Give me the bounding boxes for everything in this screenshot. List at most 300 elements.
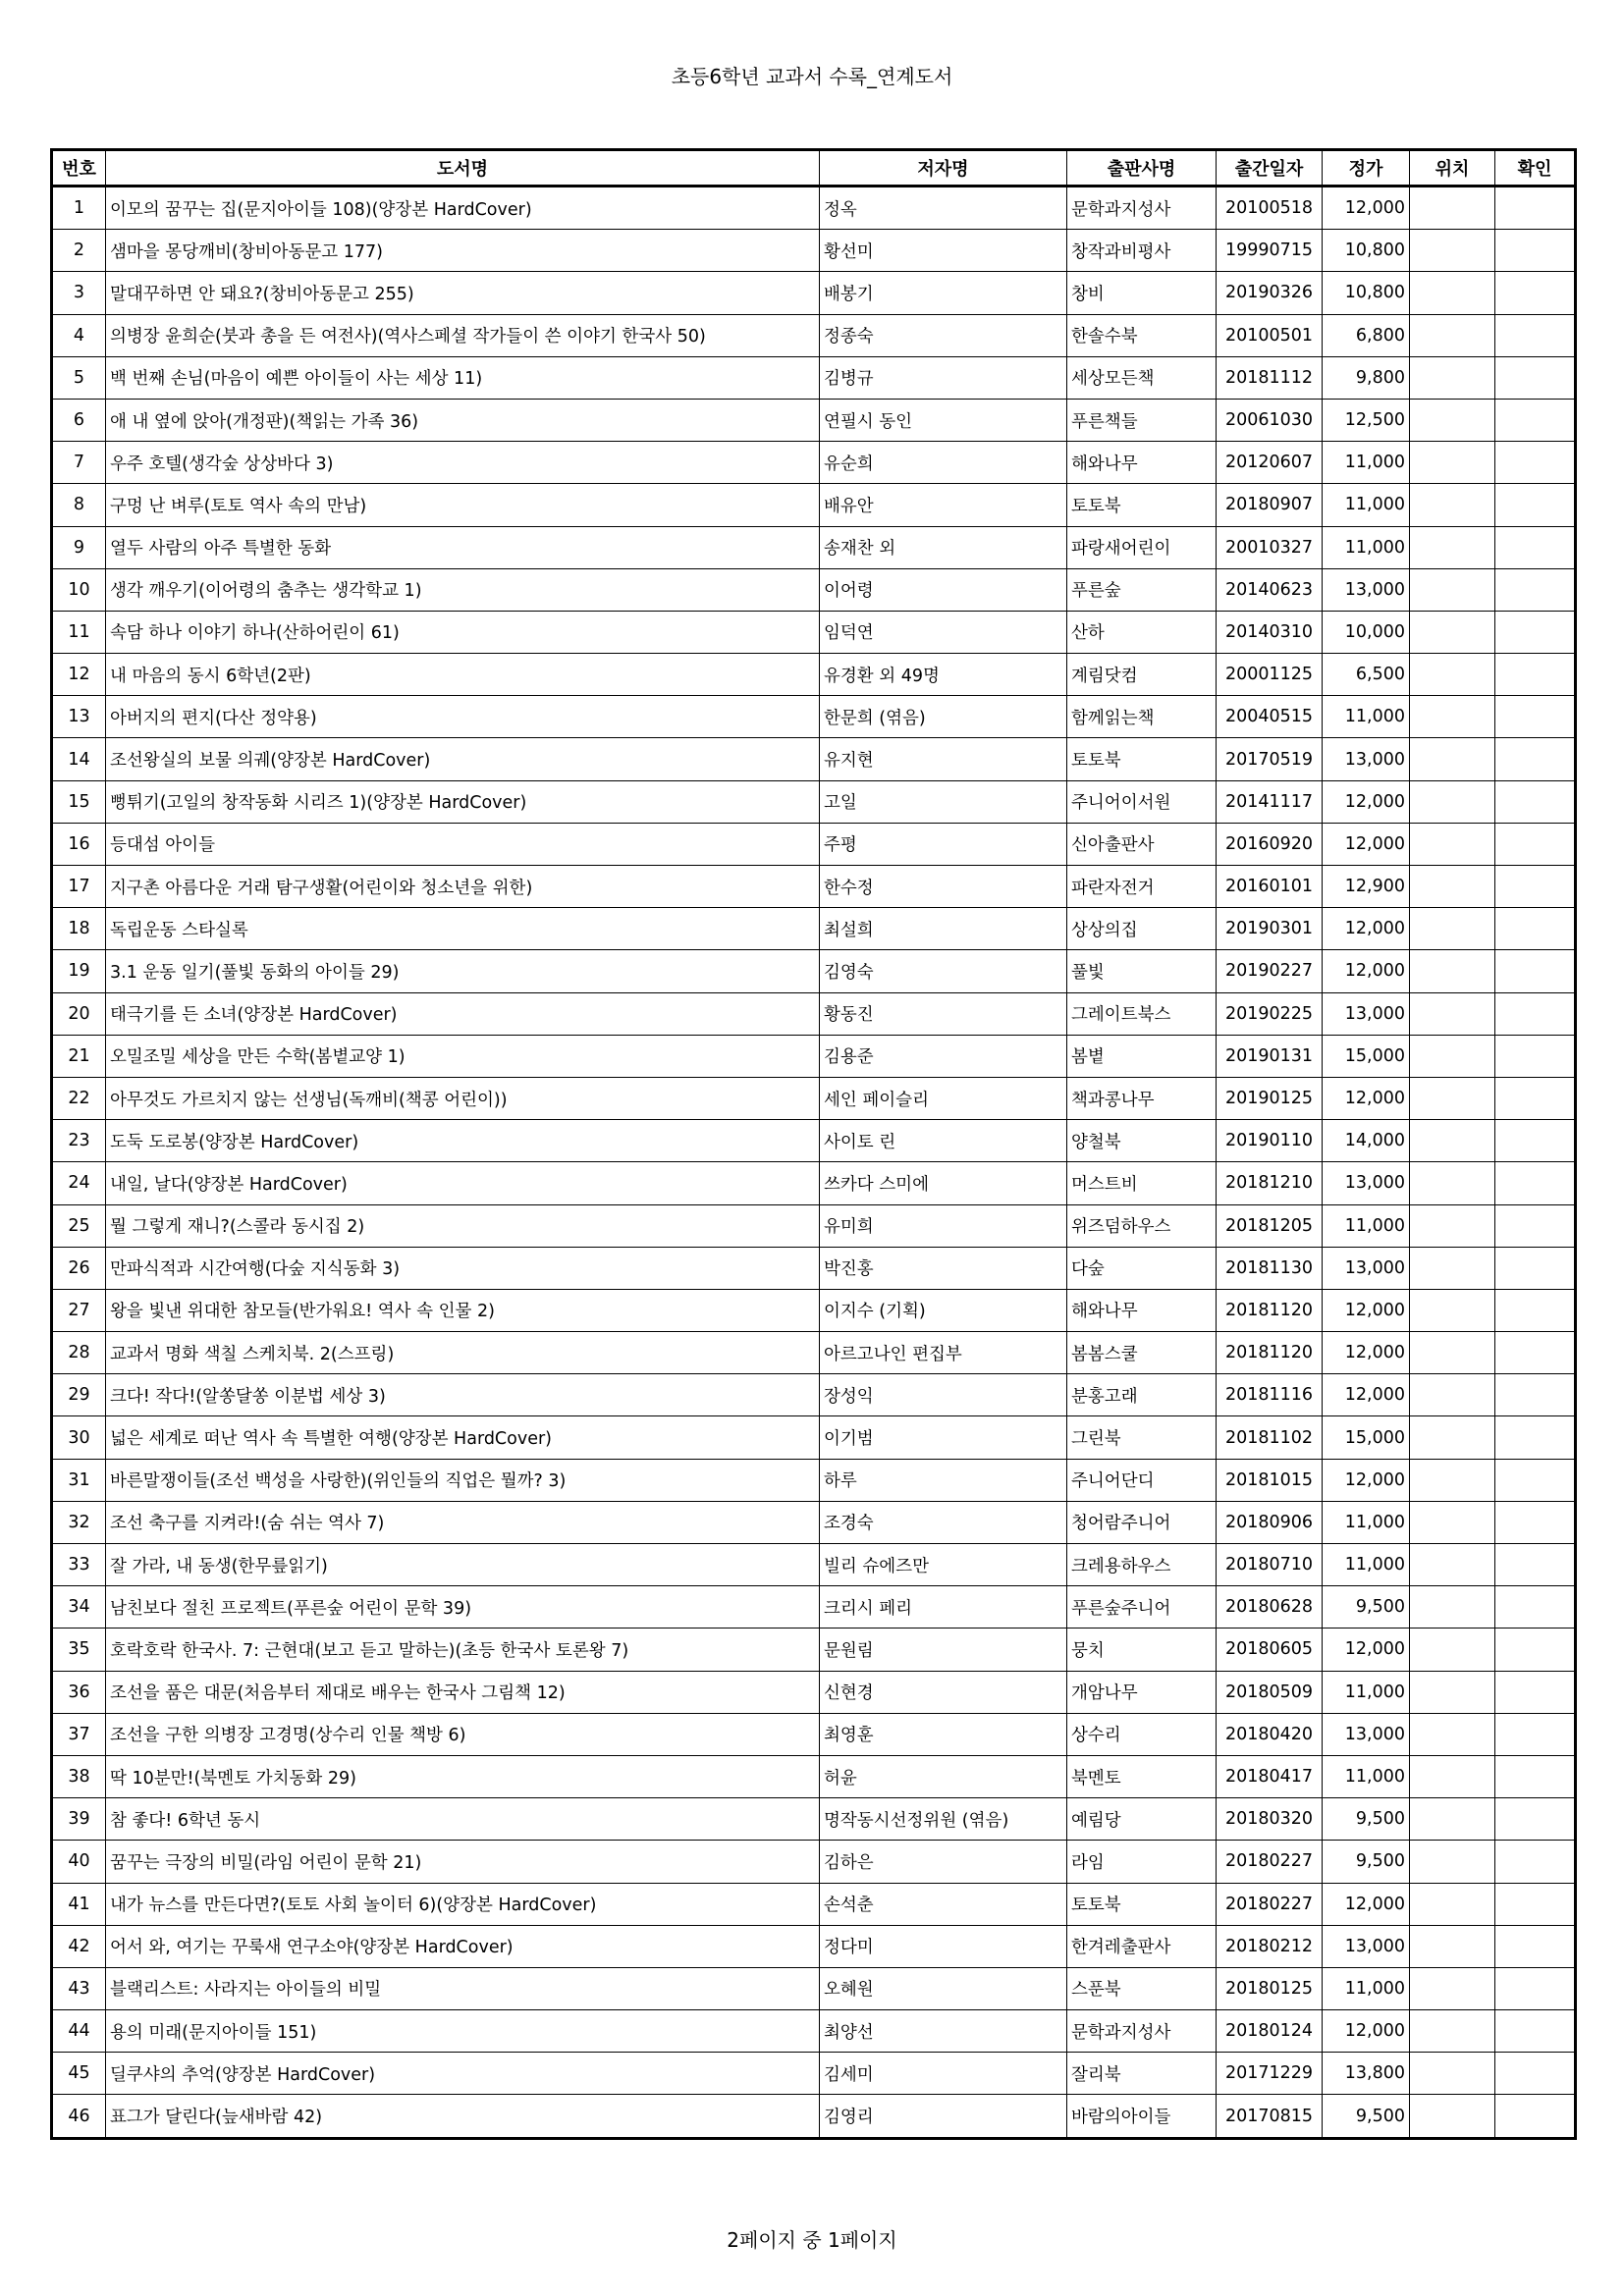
cell-date: 20141117 — [1217, 780, 1323, 823]
table-row — [52, 187, 1576, 230]
cell-publisher: 주니어단디 — [1067, 1459, 1217, 1501]
cell-date: 20180320 — [1217, 1798, 1323, 1841]
cell-number: 27 — [52, 1289, 106, 1331]
cell-location — [1410, 611, 1495, 653]
cell-check — [1495, 272, 1576, 314]
cell-number: 37 — [52, 1713, 106, 1755]
cell-location — [1410, 1841, 1495, 1883]
cell-author: 임덕연 — [820, 611, 1067, 653]
cell-publisher: 상수리 — [1067, 1713, 1217, 1755]
cell-location — [1410, 950, 1495, 992]
cell-author: 명작동시선정위원 (엮음) — [820, 1798, 1067, 1841]
cell-location — [1410, 1713, 1495, 1755]
cell-check — [1495, 1332, 1576, 1374]
table-row — [52, 1289, 1576, 1331]
cell-date: 20120607 — [1217, 442, 1323, 484]
table-row — [52, 950, 1576, 992]
cell-location — [1410, 230, 1495, 272]
cell-price: 12,000 — [1323, 187, 1410, 230]
cell-price: 12,000 — [1323, 1374, 1410, 1416]
cell-publisher: 양철북 — [1067, 1120, 1217, 1162]
cell-author: 최양선 — [820, 2010, 1067, 2053]
cell-number: 26 — [52, 1247, 106, 1289]
cell-price: 10,000 — [1323, 611, 1410, 653]
cell-author: 배봉기 — [820, 272, 1067, 314]
cell-author: 아르고나인 편집부 — [820, 1332, 1067, 1374]
cell-publisher: 예림당 — [1067, 1798, 1217, 1841]
cell-title: 조선을 구한 의병장 고경명(상수리 인물 책방 6) — [106, 1713, 820, 1755]
cell-publisher: 그린북 — [1067, 1416, 1217, 1459]
cell-author: 신현경 — [820, 1671, 1067, 1713]
cell-check — [1495, 1289, 1576, 1331]
cell-author: 손석춘 — [820, 1883, 1067, 1925]
cell-publisher: 신아출판사 — [1067, 823, 1217, 865]
cell-number: 29 — [52, 1374, 106, 1416]
cell-title: 열두 사람의 아주 특별한 동화 — [106, 526, 820, 568]
cell-number: 46 — [52, 2095, 106, 2138]
cell-price: 11,000 — [1323, 526, 1410, 568]
cell-date: 20181120 — [1217, 1289, 1323, 1331]
cell-check — [1495, 738, 1576, 780]
cell-check — [1495, 187, 1576, 230]
cell-title: 독립운동 스타실록 — [106, 908, 820, 950]
cell-date: 20190225 — [1217, 992, 1323, 1035]
cell-author: 사이토 린 — [820, 1120, 1067, 1162]
cell-author: 김병규 — [820, 356, 1067, 399]
cell-location — [1410, 272, 1495, 314]
cell-title: 용의 미래(문지아이들 151) — [106, 2010, 820, 2053]
cell-number: 20 — [52, 992, 106, 1035]
cell-number: 13 — [52, 696, 106, 738]
cell-number: 21 — [52, 1035, 106, 1077]
cell-price: 10,800 — [1323, 230, 1410, 272]
cell-author: 송재찬 외 — [820, 526, 1067, 568]
cell-author: 이어령 — [820, 568, 1067, 611]
cell-number: 14 — [52, 738, 106, 780]
cell-location — [1410, 1247, 1495, 1289]
cell-title: 아버지의 편지(다산 정약용) — [106, 696, 820, 738]
cell-author: 주평 — [820, 823, 1067, 865]
cell-number: 43 — [52, 1967, 106, 2009]
cell-author: 문원림 — [820, 1629, 1067, 1671]
cell-publisher: 스푼북 — [1067, 1967, 1217, 2009]
cell-check — [1495, 1967, 1576, 2009]
cell-number: 41 — [52, 1883, 106, 1925]
cell-date: 20100501 — [1217, 314, 1323, 356]
table-row — [52, 2095, 1576, 2138]
cell-number: 9 — [52, 526, 106, 568]
cell-date: 20170519 — [1217, 738, 1323, 780]
cell-check — [1495, 654, 1576, 696]
cell-number: 30 — [52, 1416, 106, 1459]
cell-title: 등대섬 아이들 — [106, 823, 820, 865]
cell-publisher: 한겨레출판사 — [1067, 1925, 1217, 1967]
cell-date: 20180605 — [1217, 1629, 1323, 1671]
cell-title: 생각 깨우기(이어령의 춤추는 생각학교 1) — [106, 568, 820, 611]
cell-publisher: 문학과지성사 — [1067, 2010, 1217, 2053]
cell-title: 뻥튀기(고일의 창작동화 시리즈 1)(양장본 HardCover) — [106, 780, 820, 823]
cell-author: 최설희 — [820, 908, 1067, 950]
cell-title: 3.1 운동 일기(풀빛 동화의 아이들 29) — [106, 950, 820, 992]
cell-number: 35 — [52, 1629, 106, 1671]
cell-price: 12,000 — [1323, 780, 1410, 823]
cell-publisher: 파랑새어린이 — [1067, 526, 1217, 568]
cell-price: 13,000 — [1323, 568, 1410, 611]
cell-price: 11,000 — [1323, 442, 1410, 484]
cell-title: 이모의 꿈꾸는 집(문지아이들 108)(양장본 HardCover) — [106, 187, 820, 230]
table-row — [52, 738, 1576, 780]
cell-publisher: 바람의아이들 — [1067, 2095, 1217, 2138]
cell-publisher: 해와나무 — [1067, 442, 1217, 484]
cell-check — [1495, 1204, 1576, 1247]
cell-author: 고일 — [820, 780, 1067, 823]
cell-title: 샘마을 몽당깨비(창비아동문고 177) — [106, 230, 820, 272]
cell-price: 11,000 — [1323, 696, 1410, 738]
cell-author: 김하은 — [820, 1841, 1067, 1883]
cell-price: 15,000 — [1323, 1416, 1410, 1459]
cell-location — [1410, 187, 1495, 230]
cell-author: 쓰카다 스미에 — [820, 1162, 1067, 1204]
cell-location — [1410, 1629, 1495, 1671]
table-row — [52, 484, 1576, 526]
table-row — [52, 908, 1576, 950]
cell-title: 아무것도 가르치지 않는 선생님(독깨비(책콩 어린이)) — [106, 1077, 820, 1119]
table-row — [52, 1925, 1576, 1967]
table-row — [52, 526, 1576, 568]
cell-location — [1410, 1374, 1495, 1416]
cell-date: 20040515 — [1217, 696, 1323, 738]
cell-price: 11,000 — [1323, 484, 1410, 526]
table-row — [52, 823, 1576, 865]
cell-price: 9,500 — [1323, 1841, 1410, 1883]
cell-author: 하루 — [820, 1459, 1067, 1501]
cell-check — [1495, 399, 1576, 441]
cell-publisher: 푸른숲주니어 — [1067, 1586, 1217, 1629]
cell-publisher: 분홍고래 — [1067, 1374, 1217, 1416]
cell-number: 11 — [52, 611, 106, 653]
cell-check — [1495, 1798, 1576, 1841]
cell-location — [1410, 1120, 1495, 1162]
cell-date: 20180212 — [1217, 1925, 1323, 1967]
cell-date: 20181112 — [1217, 356, 1323, 399]
cell-location — [1410, 1459, 1495, 1501]
cell-number: 15 — [52, 780, 106, 823]
cell-publisher: 계림닷컴 — [1067, 654, 1217, 696]
cell-title: 말대꾸하면 안 돼요?(창비아동문고 255) — [106, 272, 820, 314]
cell-price: 15,000 — [1323, 1035, 1410, 1077]
table-row — [52, 230, 1576, 272]
table-row — [52, 1967, 1576, 2009]
cell-location — [1410, 1332, 1495, 1374]
cell-check — [1495, 866, 1576, 908]
cell-check — [1495, 823, 1576, 865]
cell-publisher: 그레이트북스 — [1067, 992, 1217, 1035]
cell-check — [1495, 1629, 1576, 1671]
cell-author: 김세미 — [820, 2053, 1067, 2095]
cell-date: 20181130 — [1217, 1247, 1323, 1289]
cell-author: 유미희 — [820, 1204, 1067, 1247]
cell-check — [1495, 1713, 1576, 1755]
cell-price: 13,000 — [1323, 738, 1410, 780]
cell-publisher: 봄볕 — [1067, 1035, 1217, 1077]
cell-number: 38 — [52, 1755, 106, 1797]
cell-author: 세인 페이슬리 — [820, 1077, 1067, 1119]
cell-price: 11,000 — [1323, 1501, 1410, 1543]
cell-date: 20190301 — [1217, 908, 1323, 950]
column-header-title: 도서명 — [106, 150, 820, 187]
cell-author: 크리시 페리 — [820, 1586, 1067, 1629]
cell-check — [1495, 314, 1576, 356]
cell-publisher: 함께읽는책 — [1067, 696, 1217, 738]
cell-author: 배유안 — [820, 484, 1067, 526]
cell-check — [1495, 696, 1576, 738]
cell-author: 이지수 (기획) — [820, 1289, 1067, 1331]
cell-check — [1495, 1755, 1576, 1797]
cell-location — [1410, 1967, 1495, 2009]
cell-publisher: 한솔수북 — [1067, 314, 1217, 356]
column-header-check: 확인 — [1495, 150, 1576, 187]
cell-number: 2 — [52, 230, 106, 272]
cell-date: 20190131 — [1217, 1035, 1323, 1077]
cell-author: 김영리 — [820, 2095, 1067, 2138]
cell-check — [1495, 484, 1576, 526]
table-row — [52, 1459, 1576, 1501]
book-table — [50, 148, 1577, 2140]
cell-date: 20180420 — [1217, 1713, 1323, 1755]
cell-number: 16 — [52, 823, 106, 865]
column-header-number: 번호 — [52, 150, 106, 187]
cell-location — [1410, 823, 1495, 865]
cell-publisher: 위즈덤하우스 — [1067, 1204, 1217, 1247]
table-row — [52, 1755, 1576, 1797]
cell-title: 블랙리스트: 사라지는 아이들의 비밀 — [106, 1967, 820, 2009]
cell-date: 20180227 — [1217, 1883, 1323, 1925]
table-row — [52, 1077, 1576, 1119]
cell-number: 32 — [52, 1501, 106, 1543]
cell-price: 13,000 — [1323, 992, 1410, 1035]
cell-number: 12 — [52, 654, 106, 696]
table-row — [52, 1035, 1576, 1077]
table-header-row — [52, 150, 1576, 187]
cell-location — [1410, 1501, 1495, 1543]
cell-date: 20181116 — [1217, 1374, 1323, 1416]
cell-number: 42 — [52, 1925, 106, 1967]
cell-title: 백 번째 손님(마음이 예쁜 아이들이 사는 세상 11) — [106, 356, 820, 399]
cell-number: 19 — [52, 950, 106, 992]
cell-price: 12,000 — [1323, 908, 1410, 950]
cell-publisher: 창작과비평사 — [1067, 230, 1217, 272]
cell-publisher: 크레용하우스 — [1067, 1544, 1217, 1586]
cell-title: 내 마음의 동시 6학년(2판) — [106, 654, 820, 696]
table-row — [52, 654, 1576, 696]
cell-title: 표그가 달린다(늪새바람 42) — [106, 2095, 820, 2138]
cell-title: 태극기를 든 소녀(양장본 HardCover) — [106, 992, 820, 1035]
cell-author: 최영훈 — [820, 1713, 1067, 1755]
cell-location — [1410, 1671, 1495, 1713]
cell-date: 20001125 — [1217, 654, 1323, 696]
cell-location — [1410, 1077, 1495, 1119]
cell-check — [1495, 1035, 1576, 1077]
table-row — [52, 611, 1576, 653]
cell-date: 20140310 — [1217, 611, 1323, 653]
cell-publisher: 토토북 — [1067, 738, 1217, 780]
table-row — [52, 1671, 1576, 1713]
cell-check — [1495, 1925, 1576, 1967]
cell-price: 12,000 — [1323, 1883, 1410, 1925]
cell-number: 33 — [52, 1544, 106, 1586]
cell-title: 의병장 윤희순(붓과 총을 든 여전사)(역사스페셜 작가들이 쓴 이야기 한국사 50) — [106, 314, 820, 356]
cell-publisher: 토토북 — [1067, 1883, 1217, 1925]
cell-check — [1495, 1416, 1576, 1459]
cell-date: 20180628 — [1217, 1586, 1323, 1629]
cell-price: 13,000 — [1323, 1247, 1410, 1289]
cell-date: 20180907 — [1217, 484, 1323, 526]
cell-publisher: 다숲 — [1067, 1247, 1217, 1289]
cell-price: 13,800 — [1323, 2053, 1410, 2095]
table-row — [52, 1798, 1576, 1841]
cell-price: 6,500 — [1323, 654, 1410, 696]
cell-number: 45 — [52, 2053, 106, 2095]
cell-number: 23 — [52, 1120, 106, 1162]
cell-publisher: 문학과지성사 — [1067, 187, 1217, 230]
cell-price: 11,000 — [1323, 1755, 1410, 1797]
cell-number: 8 — [52, 484, 106, 526]
cell-date: 20180227 — [1217, 1841, 1323, 1883]
table-row — [52, 2053, 1576, 2095]
cell-author: 박진홍 — [820, 1247, 1067, 1289]
cell-number: 18 — [52, 908, 106, 950]
cell-check — [1495, 1247, 1576, 1289]
cell-location — [1410, 1798, 1495, 1841]
cell-title: 조선왕실의 보물 의궤(양장본 HardCover) — [106, 738, 820, 780]
cell-location — [1410, 484, 1495, 526]
cell-publisher: 푸른책들 — [1067, 399, 1217, 441]
cell-check — [1495, 780, 1576, 823]
cell-number: 36 — [52, 1671, 106, 1713]
cell-price: 12,000 — [1323, 950, 1410, 992]
cell-check — [1495, 611, 1576, 653]
cell-publisher: 세상모든책 — [1067, 356, 1217, 399]
cell-location — [1410, 1586, 1495, 1629]
cell-title: 잘 가라, 내 동생(한무릎읽기) — [106, 1544, 820, 1586]
table-row — [52, 1501, 1576, 1543]
column-header-price: 정가 — [1323, 150, 1410, 187]
cell-title: 구멍 난 벼루(토토 역사 속의 만남) — [106, 484, 820, 526]
cell-location — [1410, 654, 1495, 696]
table-row — [52, 1544, 1576, 1586]
cell-publisher: 주니어이서원 — [1067, 780, 1217, 823]
cell-author: 유경환 외 49명 — [820, 654, 1067, 696]
cell-check — [1495, 908, 1576, 950]
cell-number: 3 — [52, 272, 106, 314]
cell-date: 20181210 — [1217, 1162, 1323, 1204]
cell-title: 속담 하나 이야기 하나(산하어린이 61) — [106, 611, 820, 653]
cell-location — [1410, 992, 1495, 1035]
cell-publisher: 해와나무 — [1067, 1289, 1217, 1331]
table-row — [52, 399, 1576, 441]
cell-title: 호락호락 한국사. 7: 근현대(보고 듣고 말하는)(초등 한국사 토론왕 7) — [106, 1629, 820, 1671]
cell-check — [1495, 568, 1576, 611]
cell-author: 정종숙 — [820, 314, 1067, 356]
cell-number: 6 — [52, 399, 106, 441]
cell-publisher: 봄봄스쿨 — [1067, 1332, 1217, 1374]
cell-date: 20160101 — [1217, 866, 1323, 908]
cell-title: 넓은 세계로 떠난 역사 속 특별한 여행(양장본 HardCover) — [106, 1416, 820, 1459]
cell-title: 꿈꾸는 극장의 비밀(라임 어린이 문학 21) — [106, 1841, 820, 1883]
cell-location — [1410, 2095, 1495, 2138]
cell-author: 조경숙 — [820, 1501, 1067, 1543]
cell-location — [1410, 1289, 1495, 1331]
cell-number: 1 — [52, 187, 106, 230]
table-row — [52, 780, 1576, 823]
cell-location — [1410, 314, 1495, 356]
cell-date: 20181205 — [1217, 1204, 1323, 1247]
table-row — [52, 1841, 1576, 1883]
cell-location — [1410, 1035, 1495, 1077]
cell-price: 13,000 — [1323, 1162, 1410, 1204]
cell-author: 한문희 (엮음) — [820, 696, 1067, 738]
cell-location — [1410, 866, 1495, 908]
cell-publisher: 뭉치 — [1067, 1629, 1217, 1671]
table-row — [52, 1120, 1576, 1162]
cell-publisher: 머스트비 — [1067, 1162, 1217, 1204]
cell-price: 11,000 — [1323, 1967, 1410, 2009]
cell-price: 12,000 — [1323, 1629, 1410, 1671]
cell-location — [1410, 738, 1495, 780]
cell-author: 빌리 슈에즈만 — [820, 1544, 1067, 1586]
cell-price: 12,000 — [1323, 2010, 1410, 2053]
cell-title: 크다! 작다!(알쏭달쏭 이분법 세상 3) — [106, 1374, 820, 1416]
cell-publisher: 산하 — [1067, 611, 1217, 653]
cell-check — [1495, 1841, 1576, 1883]
cell-price: 11,000 — [1323, 1544, 1410, 1586]
table-row — [52, 1247, 1576, 1289]
cell-title: 지구촌 아름다운 거래 탐구생활(어린이와 청소년을 위한) — [106, 866, 820, 908]
cell-title: 내일, 날다(양장본 HardCover) — [106, 1162, 820, 1204]
cell-check — [1495, 2095, 1576, 2138]
cell-date: 20181120 — [1217, 1332, 1323, 1374]
cell-date: 20100518 — [1217, 187, 1323, 230]
cell-number: 39 — [52, 1798, 106, 1841]
cell-date: 19990715 — [1217, 230, 1323, 272]
cell-title: 조선을 품은 대문(처음부터 제대로 배우는 한국사 그림책 12) — [106, 1671, 820, 1713]
cell-author: 황동진 — [820, 992, 1067, 1035]
cell-title: 왕을 빛낸 위대한 참모들(반가워요! 역사 속 인물 2) — [106, 1289, 820, 1331]
cell-date: 20180125 — [1217, 1967, 1323, 2009]
cell-price: 10,800 — [1323, 272, 1410, 314]
cell-number: 22 — [52, 1077, 106, 1119]
cell-title: 바른말쟁이들(조선 백성을 사랑한)(위인들의 직업은 뭘까? 3) — [106, 1459, 820, 1501]
cell-price: 11,000 — [1323, 1204, 1410, 1247]
cell-check — [1495, 2053, 1576, 2095]
cell-number: 34 — [52, 1586, 106, 1629]
cell-check — [1495, 356, 1576, 399]
cell-author: 정옥 — [820, 187, 1067, 230]
cell-location — [1410, 526, 1495, 568]
cell-location — [1410, 780, 1495, 823]
cell-publisher: 북멘토 — [1067, 1755, 1217, 1797]
cell-check — [1495, 1883, 1576, 1925]
cell-publisher: 토토북 — [1067, 484, 1217, 526]
table-row — [52, 1204, 1576, 1247]
page-footer: 2페이지 중 1페이지 — [727, 2228, 897, 2252]
cell-location — [1410, 2010, 1495, 2053]
cell-location — [1410, 2053, 1495, 2095]
cell-check — [1495, 230, 1576, 272]
cell-price: 9,500 — [1323, 1586, 1410, 1629]
cell-check — [1495, 1077, 1576, 1119]
cell-check — [1495, 1501, 1576, 1543]
